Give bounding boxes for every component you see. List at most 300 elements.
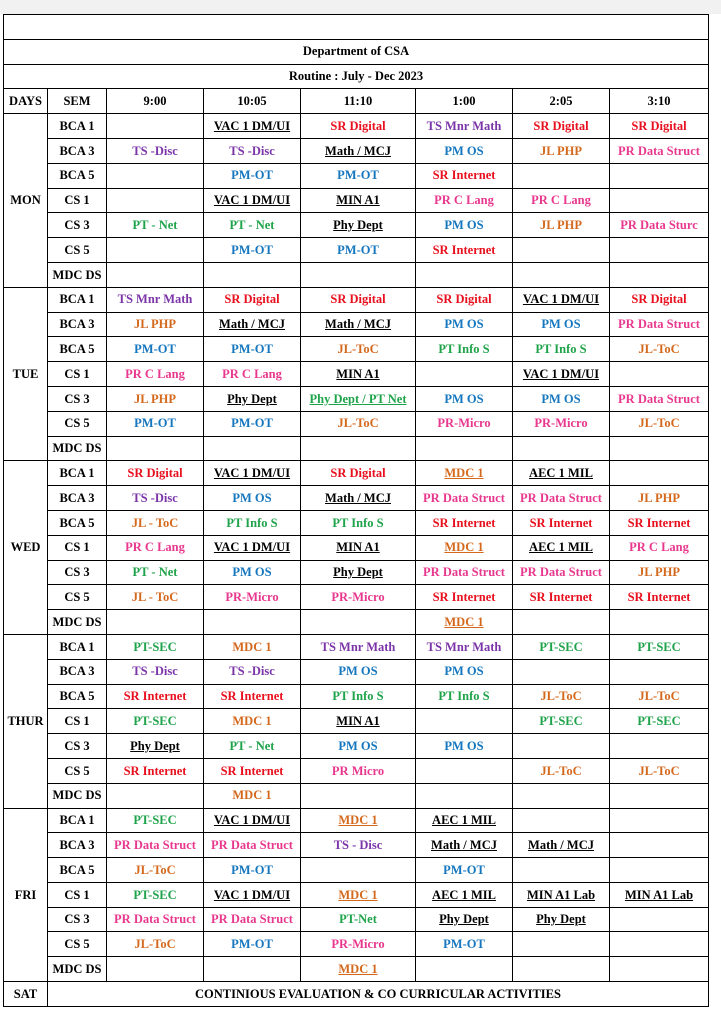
class-cell: MIN A1 bbox=[301, 188, 416, 213]
class-cell: MDC 1 bbox=[416, 535, 513, 560]
sem-label: CS 1 bbox=[48, 535, 107, 560]
class-cell: PR Data Struct bbox=[416, 486, 513, 511]
schedule-row bbox=[4, 362, 709, 387]
class-cell bbox=[204, 957, 301, 982]
class-cell: PR Data Struct bbox=[610, 386, 709, 411]
schedule-row bbox=[4, 758, 709, 783]
class-cell bbox=[513, 932, 610, 957]
class-cell bbox=[416, 262, 513, 287]
class-cell bbox=[301, 858, 416, 883]
class-cell: PR Data Struct bbox=[610, 312, 709, 337]
class-cell: Phy Dept bbox=[107, 734, 204, 759]
sem-label: BCA 3 bbox=[48, 659, 107, 684]
class-cell: PR Data Struct bbox=[107, 833, 204, 858]
header-time-3: 11:10 bbox=[301, 89, 416, 114]
sem-label: BCA 1 bbox=[48, 808, 107, 833]
class-cell: SR Internet bbox=[610, 510, 709, 535]
class-cell: PM OS bbox=[416, 312, 513, 337]
schedule-row bbox=[4, 386, 709, 411]
schedule-row bbox=[4, 138, 709, 163]
class-cell: VAC 1 DM/UI bbox=[204, 114, 301, 139]
class-cell: VAC 1 DM/UI bbox=[204, 535, 301, 560]
class-cell: MIN A1 Lab bbox=[610, 882, 709, 907]
routine-title: Routine : July - Dec 2023 bbox=[4, 64, 709, 89]
class-cell: SR Internet bbox=[610, 585, 709, 610]
class-cell: PT-Net bbox=[301, 907, 416, 932]
class-cell bbox=[204, 436, 301, 461]
class-cell: Phy Dept bbox=[301, 213, 416, 238]
class-cell: PR Micro bbox=[301, 758, 416, 783]
class-cell: Math / MCJ bbox=[204, 312, 301, 337]
class-cell: TS Mnr Math bbox=[107, 287, 204, 312]
class-cell bbox=[610, 610, 709, 635]
class-cell bbox=[416, 436, 513, 461]
class-cell: PM OS bbox=[301, 734, 416, 759]
sem-label: MDC DS bbox=[48, 783, 107, 808]
sem-label: CS 3 bbox=[48, 734, 107, 759]
class-cell: PM OS bbox=[301, 659, 416, 684]
class-cell: JL-ToC bbox=[513, 758, 610, 783]
schedule-row bbox=[4, 907, 709, 932]
class-cell: Phy Dept / PT Net bbox=[301, 386, 416, 411]
saturday-row bbox=[4, 982, 709, 1007]
class-cell: PM-OT bbox=[204, 932, 301, 957]
class-cell: PR C Lang bbox=[416, 188, 513, 213]
class-cell: SR Digital bbox=[610, 287, 709, 312]
class-cell: PM-OT bbox=[204, 163, 301, 188]
class-cell bbox=[610, 783, 709, 808]
class-cell: SR Digital bbox=[204, 287, 301, 312]
sem-label: BCA 1 bbox=[48, 634, 107, 659]
class-cell: SR Internet bbox=[513, 585, 610, 610]
class-cell: MDC 1 bbox=[204, 783, 301, 808]
class-cell bbox=[513, 734, 610, 759]
class-cell: AEC 1 MIL bbox=[513, 461, 610, 486]
schedule-row bbox=[4, 610, 709, 635]
class-cell: SR Internet bbox=[107, 758, 204, 783]
class-cell: PM OS bbox=[204, 560, 301, 585]
class-cell: PM-OT bbox=[204, 411, 301, 436]
class-cell: PM-OT bbox=[107, 337, 204, 362]
class-cell: PT - Net bbox=[204, 734, 301, 759]
class-cell bbox=[610, 858, 709, 883]
class-cell bbox=[301, 783, 416, 808]
class-cell: PT-SEC bbox=[513, 634, 610, 659]
sem-label: BCA 1 bbox=[48, 114, 107, 139]
class-cell: AEC 1 MIL bbox=[416, 808, 513, 833]
class-cell: MIN A1 bbox=[301, 535, 416, 560]
class-cell bbox=[107, 262, 204, 287]
sem-label: BCA 3 bbox=[48, 138, 107, 163]
class-cell bbox=[610, 734, 709, 759]
class-cell bbox=[513, 436, 610, 461]
class-cell: SR Digital bbox=[610, 114, 709, 139]
class-cell: SR Internet bbox=[107, 684, 204, 709]
class-cell: SR Internet bbox=[416, 163, 513, 188]
class-cell: TS -Disc bbox=[107, 659, 204, 684]
sem-label: BCA 3 bbox=[48, 833, 107, 858]
saturday-activities: CONTINIOUS EVALUATION & CO CURRICULAR ACTIVITIES bbox=[48, 982, 709, 1007]
sem-label: MDC DS bbox=[48, 957, 107, 982]
class-cell: PM OS bbox=[513, 312, 610, 337]
class-cell bbox=[107, 783, 204, 808]
class-cell: PR Data Struct bbox=[513, 486, 610, 511]
department-row bbox=[4, 39, 709, 64]
class-cell: AEC 1 MIL bbox=[416, 882, 513, 907]
class-cell bbox=[610, 262, 709, 287]
sem-label: BCA 3 bbox=[48, 312, 107, 337]
class-cell: Math / MCJ bbox=[301, 138, 416, 163]
sem-label: CS 1 bbox=[48, 882, 107, 907]
schedule-row bbox=[4, 510, 709, 535]
class-cell: JL PHP bbox=[610, 560, 709, 585]
sem-label: CS 5 bbox=[48, 238, 107, 263]
class-cell: PT-SEC bbox=[107, 634, 204, 659]
class-cell: SR Internet bbox=[513, 510, 610, 535]
sem-label: BCA 1 bbox=[48, 461, 107, 486]
class-cell: TS Mnr Math bbox=[416, 114, 513, 139]
class-cell: MDC 1 bbox=[416, 610, 513, 635]
class-cell: PT Info S bbox=[513, 337, 610, 362]
class-cell: PR Data Struct bbox=[416, 560, 513, 585]
class-cell: PT - Net bbox=[204, 213, 301, 238]
class-cell: VAC 1 DM/UI bbox=[513, 362, 610, 387]
schedule-row bbox=[4, 833, 709, 858]
class-cell bbox=[204, 262, 301, 287]
class-cell: JL-ToC bbox=[301, 337, 416, 362]
class-cell bbox=[610, 188, 709, 213]
blank-top-cell bbox=[4, 15, 709, 40]
class-cell bbox=[610, 436, 709, 461]
class-cell bbox=[107, 238, 204, 263]
schedule-row bbox=[4, 932, 709, 957]
schedule-row bbox=[4, 709, 709, 734]
day-label: MON bbox=[4, 114, 48, 288]
class-cell: SR Digital bbox=[513, 114, 610, 139]
class-cell: MDC 1 bbox=[416, 461, 513, 486]
schedule-row bbox=[4, 634, 709, 659]
schedule-row bbox=[4, 858, 709, 883]
class-cell: VAC 1 DM/UI bbox=[204, 808, 301, 833]
class-cell: TS -Disc bbox=[204, 659, 301, 684]
class-cell: Math / MCJ bbox=[301, 486, 416, 511]
sem-label: MDC DS bbox=[48, 262, 107, 287]
blank-top-row bbox=[4, 15, 709, 40]
schedule-row bbox=[4, 411, 709, 436]
routine-sheet bbox=[0, 14, 721, 1024]
class-cell bbox=[107, 610, 204, 635]
schedule-row bbox=[4, 684, 709, 709]
day-label: WED bbox=[4, 461, 48, 635]
class-cell: Phy Dept bbox=[301, 560, 416, 585]
class-cell: JL-ToC bbox=[301, 411, 416, 436]
class-cell: PR Data Struct bbox=[513, 560, 610, 585]
class-cell: PR C Lang bbox=[610, 535, 709, 560]
class-cell: PT Info S bbox=[204, 510, 301, 535]
class-cell: JL-ToC bbox=[610, 758, 709, 783]
schedule-row bbox=[4, 585, 709, 610]
header-days: DAYS bbox=[4, 89, 48, 114]
schedule-row bbox=[4, 312, 709, 337]
schedule-row bbox=[4, 560, 709, 585]
class-cell: PM OS bbox=[416, 734, 513, 759]
class-cell: VAC 1 DM/UI bbox=[204, 461, 301, 486]
sem-label: MDC DS bbox=[48, 436, 107, 461]
class-cell bbox=[610, 238, 709, 263]
class-cell bbox=[513, 659, 610, 684]
class-cell: PT-SEC bbox=[610, 709, 709, 734]
class-cell: SR Digital bbox=[107, 461, 204, 486]
class-cell: Phy Dept bbox=[513, 907, 610, 932]
sem-label: CS 5 bbox=[48, 932, 107, 957]
schedule-row bbox=[4, 337, 709, 362]
class-cell: JL PHP bbox=[107, 312, 204, 337]
schedule-row bbox=[4, 238, 709, 263]
class-cell: SR Digital bbox=[301, 461, 416, 486]
class-cell: MDC 1 bbox=[301, 808, 416, 833]
class-cell bbox=[107, 163, 204, 188]
class-cell: SR Internet bbox=[204, 758, 301, 783]
class-cell bbox=[416, 783, 513, 808]
class-cell: JL-ToC bbox=[107, 932, 204, 957]
class-cell: PT Info S bbox=[301, 684, 416, 709]
sem-label: BCA 5 bbox=[48, 337, 107, 362]
class-cell: PM OS bbox=[416, 138, 513, 163]
class-cell bbox=[610, 808, 709, 833]
class-cell: PR C Lang bbox=[513, 188, 610, 213]
header-time-5: 2:05 bbox=[513, 89, 610, 114]
sem-label: BCA 5 bbox=[48, 684, 107, 709]
class-cell bbox=[610, 907, 709, 932]
sem-label: CS 1 bbox=[48, 188, 107, 213]
class-cell bbox=[416, 709, 513, 734]
schedule-row bbox=[4, 882, 709, 907]
class-cell: TS Mnr Math bbox=[416, 634, 513, 659]
schedule-row bbox=[4, 486, 709, 511]
sem-label: CS 3 bbox=[48, 907, 107, 932]
class-cell: PR Data Struct bbox=[107, 907, 204, 932]
class-cell: PT - Net bbox=[107, 560, 204, 585]
class-cell: SR Internet bbox=[416, 510, 513, 535]
header-time-1: 9:00 bbox=[107, 89, 204, 114]
class-cell bbox=[301, 436, 416, 461]
class-cell: PR-Micro bbox=[301, 585, 416, 610]
schedule-row bbox=[4, 163, 709, 188]
class-cell bbox=[610, 362, 709, 387]
class-cell bbox=[513, 163, 610, 188]
class-cell bbox=[416, 957, 513, 982]
schedule-row bbox=[4, 188, 709, 213]
class-cell bbox=[610, 932, 709, 957]
class-cell: PR C Lang bbox=[107, 535, 204, 560]
day-label: SAT bbox=[4, 982, 48, 1007]
schedule-row bbox=[4, 659, 709, 684]
class-cell: PM-OT bbox=[204, 238, 301, 263]
class-cell: TS -Disc bbox=[107, 486, 204, 511]
class-cell: MDC 1 bbox=[204, 709, 301, 734]
sem-label: MDC DS bbox=[48, 610, 107, 635]
day-label: FRI bbox=[4, 808, 48, 982]
class-cell bbox=[416, 758, 513, 783]
sem-label: CS 3 bbox=[48, 386, 107, 411]
class-cell: PM-OT bbox=[107, 411, 204, 436]
class-cell: JL PHP bbox=[107, 386, 204, 411]
class-cell: PT Info S bbox=[416, 684, 513, 709]
class-cell: PM-OT bbox=[204, 858, 301, 883]
day-label: TUE bbox=[4, 287, 48, 461]
class-cell: Phy Dept bbox=[204, 386, 301, 411]
class-cell: Math / MCJ bbox=[416, 833, 513, 858]
class-cell: MDC 1 bbox=[204, 634, 301, 659]
class-cell: JL-ToC bbox=[610, 684, 709, 709]
class-cell: PM-OT bbox=[301, 163, 416, 188]
sem-label: CS 3 bbox=[48, 560, 107, 585]
class-cell: PM-OT bbox=[416, 932, 513, 957]
class-cell: PM OS bbox=[416, 213, 513, 238]
class-cell: TS -Disc bbox=[107, 138, 204, 163]
class-cell: JL PHP bbox=[513, 138, 610, 163]
class-cell: PR C Lang bbox=[204, 362, 301, 387]
class-cell: SR Digital bbox=[416, 287, 513, 312]
class-cell: MDC 1 bbox=[301, 957, 416, 982]
routine-title-row bbox=[4, 64, 709, 89]
class-cell: PM-OT bbox=[301, 238, 416, 263]
class-cell bbox=[301, 262, 416, 287]
schedule-row bbox=[4, 262, 709, 287]
class-cell bbox=[107, 114, 204, 139]
class-cell bbox=[610, 659, 709, 684]
schedule-row bbox=[4, 213, 709, 238]
class-cell: JL - ToC bbox=[107, 585, 204, 610]
class-cell: PT-SEC bbox=[610, 634, 709, 659]
class-cell: JL-ToC bbox=[513, 684, 610, 709]
class-cell bbox=[513, 610, 610, 635]
class-cell bbox=[610, 957, 709, 982]
department-title: Department of CSA bbox=[4, 39, 709, 64]
class-cell: AEC 1 MIL bbox=[513, 535, 610, 560]
class-cell bbox=[513, 783, 610, 808]
sem-label: CS 5 bbox=[48, 585, 107, 610]
class-cell: PR Data Struct bbox=[610, 138, 709, 163]
class-cell: PM-OT bbox=[416, 858, 513, 883]
class-cell: JL-ToC bbox=[610, 337, 709, 362]
header-sem: SEM bbox=[48, 89, 107, 114]
class-cell: PM OS bbox=[416, 659, 513, 684]
schedule-row bbox=[4, 957, 709, 982]
class-cell: PT-SEC bbox=[107, 808, 204, 833]
class-cell: Math / MCJ bbox=[301, 312, 416, 337]
class-cell: SR Internet bbox=[416, 585, 513, 610]
class-cell: Math / MCJ bbox=[513, 833, 610, 858]
class-cell bbox=[513, 858, 610, 883]
class-cell: JL-ToC bbox=[107, 858, 204, 883]
class-cell bbox=[513, 957, 610, 982]
class-cell: JL-ToC bbox=[610, 411, 709, 436]
class-cell: SR Digital bbox=[301, 114, 416, 139]
class-cell: PR Data Struct bbox=[204, 907, 301, 932]
class-cell bbox=[610, 163, 709, 188]
class-cell bbox=[416, 362, 513, 387]
class-cell: MIN A1 bbox=[301, 362, 416, 387]
header-time-2: 10:05 bbox=[204, 89, 301, 114]
class-cell: PR Data Struct bbox=[204, 833, 301, 858]
class-cell: SR Digital bbox=[301, 287, 416, 312]
class-cell: VAC 1 DM/UI bbox=[513, 287, 610, 312]
class-cell: TS Mnr Math bbox=[301, 634, 416, 659]
sem-label: BCA 5 bbox=[48, 163, 107, 188]
class-cell: VAC 1 DM/UI bbox=[204, 882, 301, 907]
class-cell: PT-SEC bbox=[107, 709, 204, 734]
class-cell: PT Info S bbox=[301, 510, 416, 535]
class-cell: PT-SEC bbox=[513, 709, 610, 734]
class-cell: PT-SEC bbox=[107, 882, 204, 907]
class-cell: SR Internet bbox=[204, 684, 301, 709]
schedule-row bbox=[4, 734, 709, 759]
day-label: THUR bbox=[4, 634, 48, 808]
class-cell bbox=[513, 808, 610, 833]
class-cell bbox=[301, 610, 416, 635]
class-cell: PT - Net bbox=[107, 213, 204, 238]
class-cell: Phy Dept bbox=[416, 907, 513, 932]
class-cell: JL PHP bbox=[513, 213, 610, 238]
header-time-6: 3:10 bbox=[610, 89, 709, 114]
class-cell: TS - Disc bbox=[301, 833, 416, 858]
schedule-row bbox=[4, 535, 709, 560]
class-cell: VAC 1 DM/UI bbox=[204, 188, 301, 213]
class-cell bbox=[107, 436, 204, 461]
sem-label: CS 5 bbox=[48, 411, 107, 436]
schedule-row bbox=[4, 461, 709, 486]
class-cell: PR-Micro bbox=[301, 932, 416, 957]
class-cell bbox=[610, 461, 709, 486]
sem-label: CS 1 bbox=[48, 362, 107, 387]
class-cell: PR Data Sturc bbox=[610, 213, 709, 238]
schedule-row bbox=[4, 287, 709, 312]
sem-label: CS 3 bbox=[48, 213, 107, 238]
class-cell: PM OS bbox=[513, 386, 610, 411]
header-time-4: 1:00 bbox=[416, 89, 513, 114]
class-cell: MIN A1 bbox=[301, 709, 416, 734]
class-cell: PR-Micro bbox=[416, 411, 513, 436]
class-cell: PR-Micro bbox=[513, 411, 610, 436]
class-cell bbox=[107, 957, 204, 982]
schedule-row bbox=[4, 114, 709, 139]
schedule-row bbox=[4, 783, 709, 808]
class-cell bbox=[610, 833, 709, 858]
class-cell bbox=[513, 238, 610, 263]
class-cell: JL - ToC bbox=[107, 510, 204, 535]
class-cell: TS -Disc bbox=[204, 138, 301, 163]
sem-label: BCA 5 bbox=[48, 510, 107, 535]
column-header-row bbox=[4, 89, 709, 114]
class-cell: PR C Lang bbox=[107, 362, 204, 387]
class-cell: JL PHP bbox=[610, 486, 709, 511]
sem-label: BCA 5 bbox=[48, 858, 107, 883]
class-cell bbox=[513, 262, 610, 287]
schedule-row bbox=[4, 808, 709, 833]
class-cell: MDC 1 bbox=[301, 882, 416, 907]
sem-label: CS 5 bbox=[48, 758, 107, 783]
class-cell: SR Internet bbox=[416, 238, 513, 263]
class-cell bbox=[204, 610, 301, 635]
schedule-row bbox=[4, 436, 709, 461]
class-cell: MIN A1 Lab bbox=[513, 882, 610, 907]
routine-body bbox=[4, 15, 709, 1007]
sem-label: BCA 1 bbox=[48, 287, 107, 312]
class-cell: PT Info S bbox=[416, 337, 513, 362]
sem-label: CS 1 bbox=[48, 709, 107, 734]
class-cell bbox=[107, 188, 204, 213]
